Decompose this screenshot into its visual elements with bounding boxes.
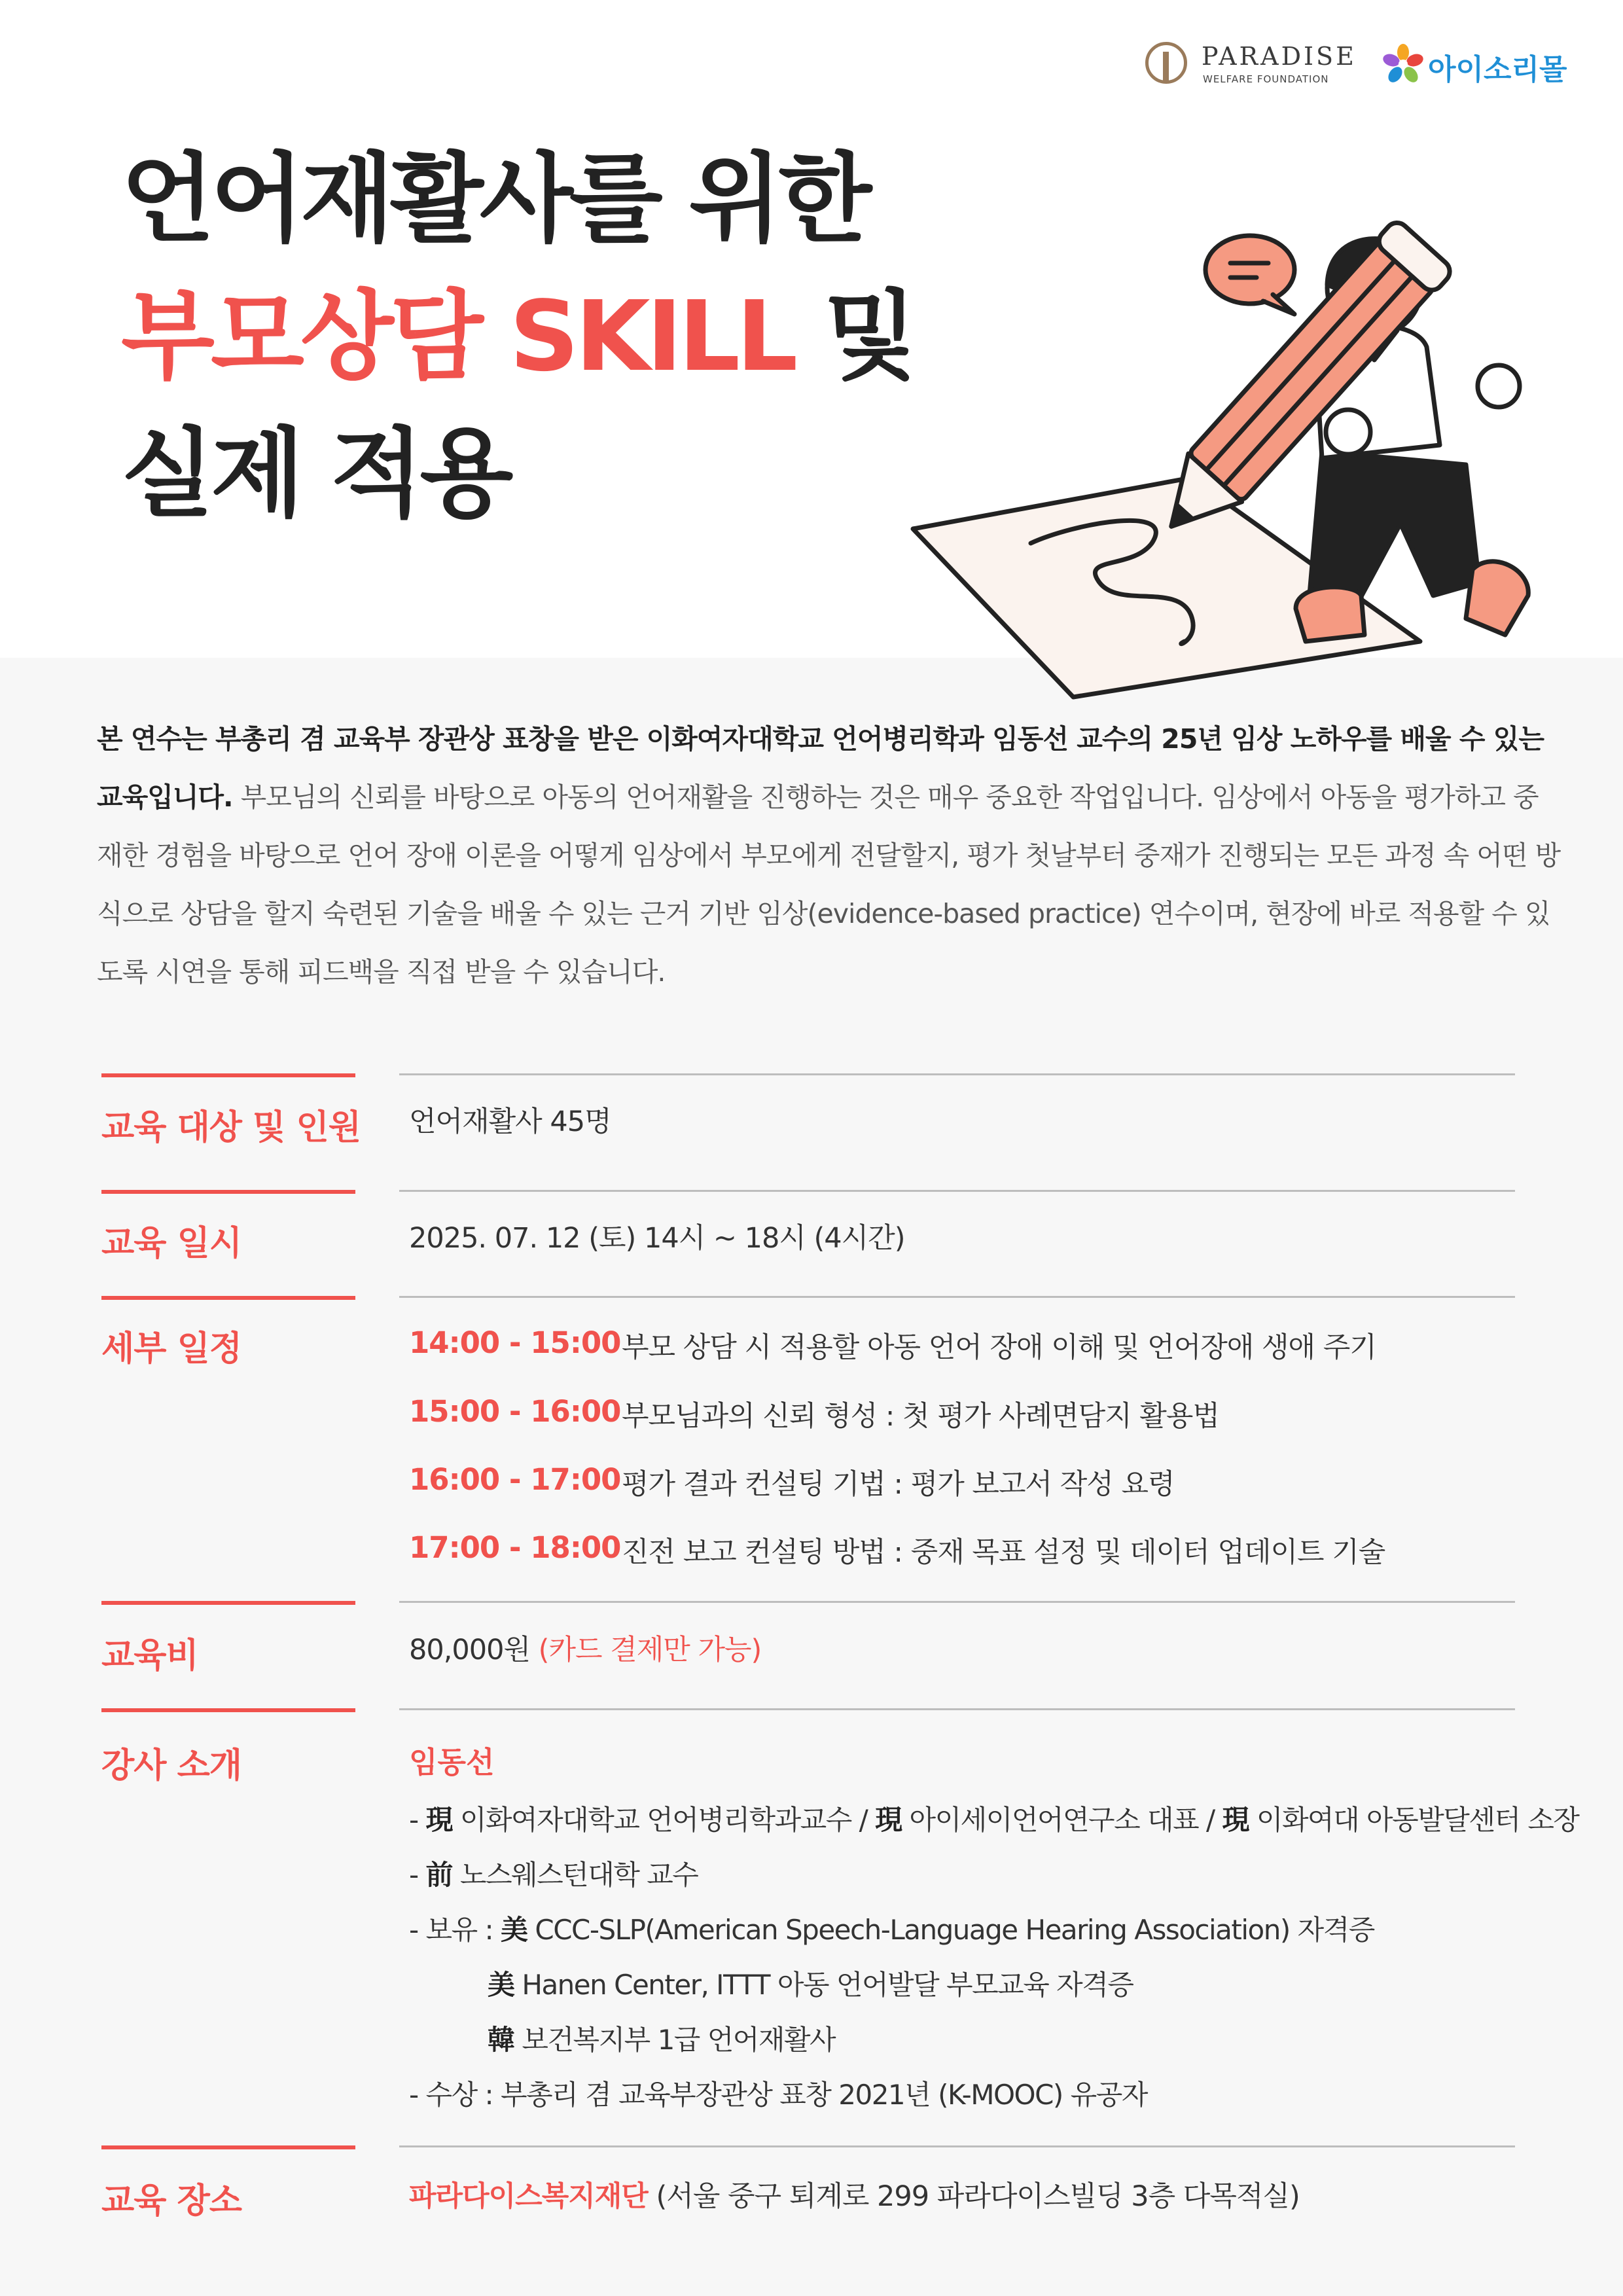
label-divider xyxy=(101,1601,355,1605)
lecturer-award-line: - 수상 : 부총리 겸 교육부장관상 표창 2021년 (K-MOOC) 유공자 xyxy=(409,2079,1147,2111)
fee-note: (카드 결제만 가능) xyxy=(538,1634,762,1666)
label-divider xyxy=(101,1190,355,1194)
speech-bubble-icon xyxy=(1205,236,1294,314)
date-label: 교육 일시 xyxy=(101,1224,242,1263)
title-accent: 부모상담 SKILL xyxy=(121,280,794,393)
schedule-label: 세부 일정 xyxy=(101,1329,242,1369)
intro-bold: 본 연수는 부총리 겸 교육부 장관상 표창을 받은 이화여자대학교 언어병리학과 임동선 교수의 25년 임상 노하우를 배울 수 있는 교육입니다. xyxy=(97,723,1544,813)
lecturer-former-line: - 前 노스웨스턴대학 교수 xyxy=(409,1859,698,1891)
person-writing-illustration xyxy=(903,216,1571,700)
title-line-2-rest: 및 xyxy=(794,280,914,393)
title-line-1: 언어재활사를 위한 xyxy=(121,143,868,255)
label-divider xyxy=(101,2145,355,2149)
row-divider xyxy=(399,2145,1515,2147)
place-value xyxy=(409,2174,1300,2214)
paradise-logo xyxy=(1145,41,1361,93)
intro-rest: 부모님의 신뢰를 바탕으로 아동의 언어재활을 진행하는 것은 매우 중요한 작업입니다. 임상에서 아동을 평가하고 중재한 경험을 바탕으로 언어 장애 이론을 어떻게 임상에서 부모에게 전달할지, 평가 첫날부터 중재가 진행되는 모든 과정 속 어떤 방식으로 상담을 할지 숙련된 기술을 배울 수 있는 근거 기반 임상(evidence-based practice) 연수이며, 현장에 바로 적용할 수 있도록 시연을 통해 피드백을 직접 받을 수 있습니다. xyxy=(97,781,1561,988)
lecturer-label: 강사 소개 xyxy=(101,1746,242,1785)
place-name: 파라다이스복지재단 xyxy=(409,2180,648,2213)
row-divider xyxy=(399,1708,1515,1710)
schedule-desc: 부모님과의 신뢰 형성 : 첫 평가 사례면담지 활용법 xyxy=(622,1400,1219,1433)
row-divider xyxy=(399,1601,1515,1603)
schedule-time: 15:00 - 16:00 xyxy=(409,1394,621,1429)
label-divider xyxy=(101,1296,355,1300)
label-divider xyxy=(101,1073,355,1077)
schedule-time: 17:00 - 18:00 xyxy=(409,1530,621,1565)
paradise-subtitle: WELFARE FOUNDATION xyxy=(1203,73,1329,85)
lecturer-cert-line: 韓 보건복지부 1급 언어재활사 xyxy=(488,2024,836,2056)
fee-amount: 80,000원 xyxy=(409,1634,530,1666)
isori-name: 아이소리몰 xyxy=(1428,53,1567,86)
schedule-desc: 부모 상담 시 적용할 아동 언어 장애 이해 및 언어장애 생애 주기 xyxy=(622,1331,1376,1364)
title-line-2 xyxy=(121,280,914,393)
row-divider xyxy=(399,1296,1515,1298)
fee-label: 교육비 xyxy=(101,1636,198,1676)
row-divider xyxy=(399,1073,1515,1075)
lecturer-cert-line: - 보유 : 美 CCC-SLP(American Speech-Language Hearing Association) 자격증 xyxy=(409,1914,1374,1946)
lecturer-career-line: - 現 이화여자대학교 언어병리학과교수 / 現 아이세이언어연구소 대표 / 現 이화여대 아동발달센터 소장 xyxy=(409,1804,1579,1836)
paradise-mark-icon xyxy=(1145,42,1187,84)
isori-flower-icon xyxy=(1382,43,1424,85)
schedule-desc: 진전 보고 컨설팅 방법 : 중재 목표 설정 및 데이터 업데이트 기술 xyxy=(622,1536,1385,1569)
fee-value xyxy=(409,1628,761,1668)
paradise-name: PARADISE xyxy=(1202,42,1357,71)
row-divider xyxy=(399,1190,1515,1192)
title-line-3: 실제 적용 xyxy=(121,418,510,530)
target-label: 교육 대상 및 인원 xyxy=(101,1108,361,1147)
lecturer-name: 임동선 xyxy=(409,1745,495,1780)
isori-logo xyxy=(1382,41,1592,93)
date-value: 2025. 07. 12 (토) 14시 ~ 18시 (4시간) xyxy=(409,1222,905,1255)
schedule-desc: 평가 결과 컨설팅 기법 : 평가 보고서 작성 요령 xyxy=(622,1468,1175,1501)
lecturer-cert-line: 美 Hanen Center, ITTT 아동 언어발달 부모교육 자격증 xyxy=(488,1969,1133,2001)
place-label: 교육 장소 xyxy=(101,2181,242,2221)
target-value: 언어재활사 45명 xyxy=(409,1105,611,1138)
schedule-time: 16:00 - 17:00 xyxy=(409,1462,621,1497)
intro-paragraph xyxy=(97,710,1563,1001)
schedule-time: 14:00 - 15:00 xyxy=(409,1325,621,1360)
label-divider xyxy=(101,1708,355,1712)
place-address: (서울 중구 퇴계로 299 파라다이스빌딩 3층 다목적실) xyxy=(647,2180,1300,2213)
